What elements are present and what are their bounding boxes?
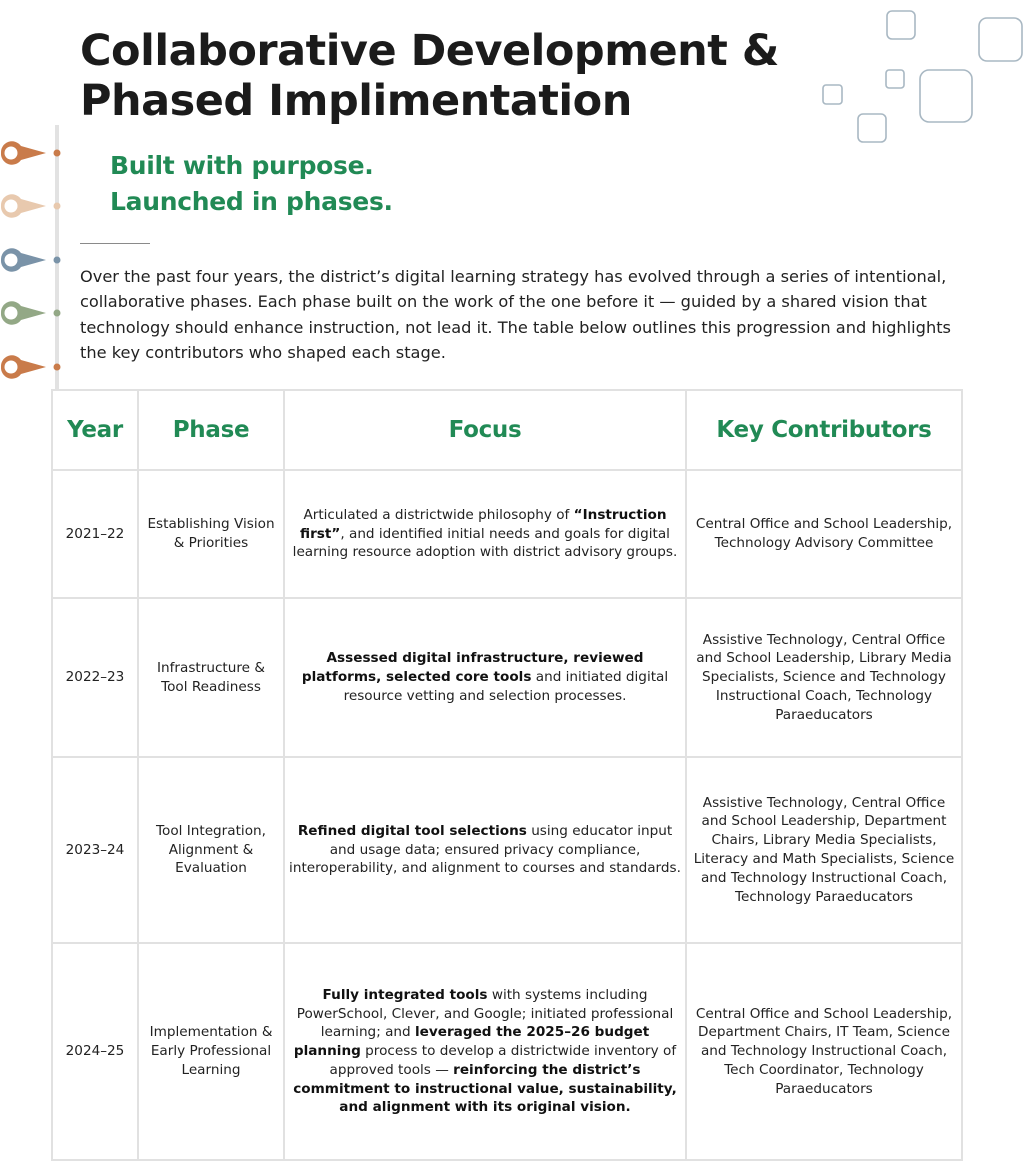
focus-text: and initiated digital resource vetting and selection processes. — [343, 669, 669, 704]
table-row — [52, 470, 962, 598]
header-key-contributors: Key Contributors — [686, 390, 962, 470]
pin-peach-icon — [1, 194, 61, 217]
cell-contributors: Assistive Technology, Central Office and School Leadership, Library Media Specialists, Science and Technology Instructional Coach, Technology Paraeducators — [686, 598, 962, 757]
subtitle-line-1: Built with purpose. — [110, 151, 374, 180]
focus-text: Articulated a districtwide philosophy of — [303, 506, 574, 523]
pin-orange-icon — [1, 141, 61, 164]
intro-paragraph: Over the past four years, the district’s digital learning strategy has evolved through a series of intentional, collaborative phases. Each phase built on the work of the one before it — guided by a shared vision that technology should enhance instruction, not lead it. The table below outlines this progression and highlights the key contributors who shaped each stage. — [80, 267, 951, 363]
header-focus: Focus — [284, 390, 686, 470]
focus-text: using educator input and usage data; ensured privacy compliance, interoperability, and alignment to courses and standards. — [289, 822, 681, 877]
cell-year: 2022–23 — [52, 598, 138, 757]
table-row — [52, 757, 962, 943]
table-row — [52, 598, 962, 757]
cell-focus — [284, 598, 686, 757]
cell-focus — [284, 470, 686, 598]
subtitle — [110, 148, 393, 220]
header-phase: Phase — [138, 390, 284, 470]
deco-square — [979, 18, 1022, 61]
cell-year: 2024–25 — [52, 943, 138, 1160]
cell-phase: Tool Integration, Alignment & Evaluation — [138, 757, 284, 943]
cell-phase: Establishing Vision & Priorities — [138, 470, 284, 598]
focus-emphasis: “Instruction first” — [300, 506, 667, 542]
focus-text: process to develop a districtwide inventory of approved tools — — [329, 1043, 677, 1078]
cell-focus — [284, 943, 686, 1160]
focus-emphasis: reinforcing the district’s commitment to instructional value, sustainability, and alignment with its original vision. — [293, 1061, 677, 1116]
cell-contributors: Central Office and School Leadership, Technology Advisory Committee — [686, 470, 962, 598]
deco-square — [823, 85, 842, 104]
pin-sage-icon — [1, 301, 61, 324]
phases-table — [51, 389, 963, 1161]
divider — [80, 243, 150, 244]
pin-slate-icon — [1, 248, 61, 271]
title-line-2: Phased Implimentation — [80, 76, 632, 126]
title-line-1: Collaborative Development & — [80, 26, 779, 76]
pin-orange-icon — [1, 355, 61, 378]
timeline-pins — [0, 125, 70, 390]
page-title — [80, 26, 779, 126]
cell-year: 2021–22 — [52, 470, 138, 598]
focus-emphasis: Refined digital tool selections — [297, 822, 527, 839]
deco-square — [886, 70, 904, 88]
cell-focus — [284, 757, 686, 943]
subtitle-line-2: Launched in phases. — [110, 187, 393, 216]
cell-phase: Infrastructure & Tool Readiness — [138, 598, 284, 757]
focus-text: with systems including PowerSchool, Clever, and Google; initiated professional learning; and — [296, 986, 674, 1041]
focus-emphasis: Fully integrated tools — [322, 986, 488, 1003]
focus-emphasis: Assessed digital infrastructure, reviewed platforms, selected core tools — [301, 650, 644, 686]
table-row — [52, 943, 962, 1160]
focus-text: , and identified initial needs and goals for digital learning resource adoption with district advisory groups. — [292, 525, 678, 561]
cell-contributors: Assistive Technology, Central Office and School Leadership, Department Chairs, Library Media Specialists, Literacy and Math Specialists, Science and Technology Instructional Coach, Technology Paraeducators — [686, 757, 962, 943]
cell-year: 2023–24 — [52, 757, 138, 943]
focus-emphasis: leveraged the 2025–26 budget planning — [293, 1024, 650, 1060]
deco-square — [858, 114, 886, 142]
table-header-row — [52, 390, 962, 470]
cell-contributors: Central Office and School Leadership, Department Chairs, IT Team, Science and Technology Instructional Coach, Tech Coordinator, Technology Paraeducators — [686, 943, 962, 1160]
deco-square — [920, 70, 972, 122]
cell-phase: Implementation & Early Professional Learning — [138, 943, 284, 1160]
header-year: Year — [52, 390, 138, 470]
deco-square — [887, 11, 915, 39]
